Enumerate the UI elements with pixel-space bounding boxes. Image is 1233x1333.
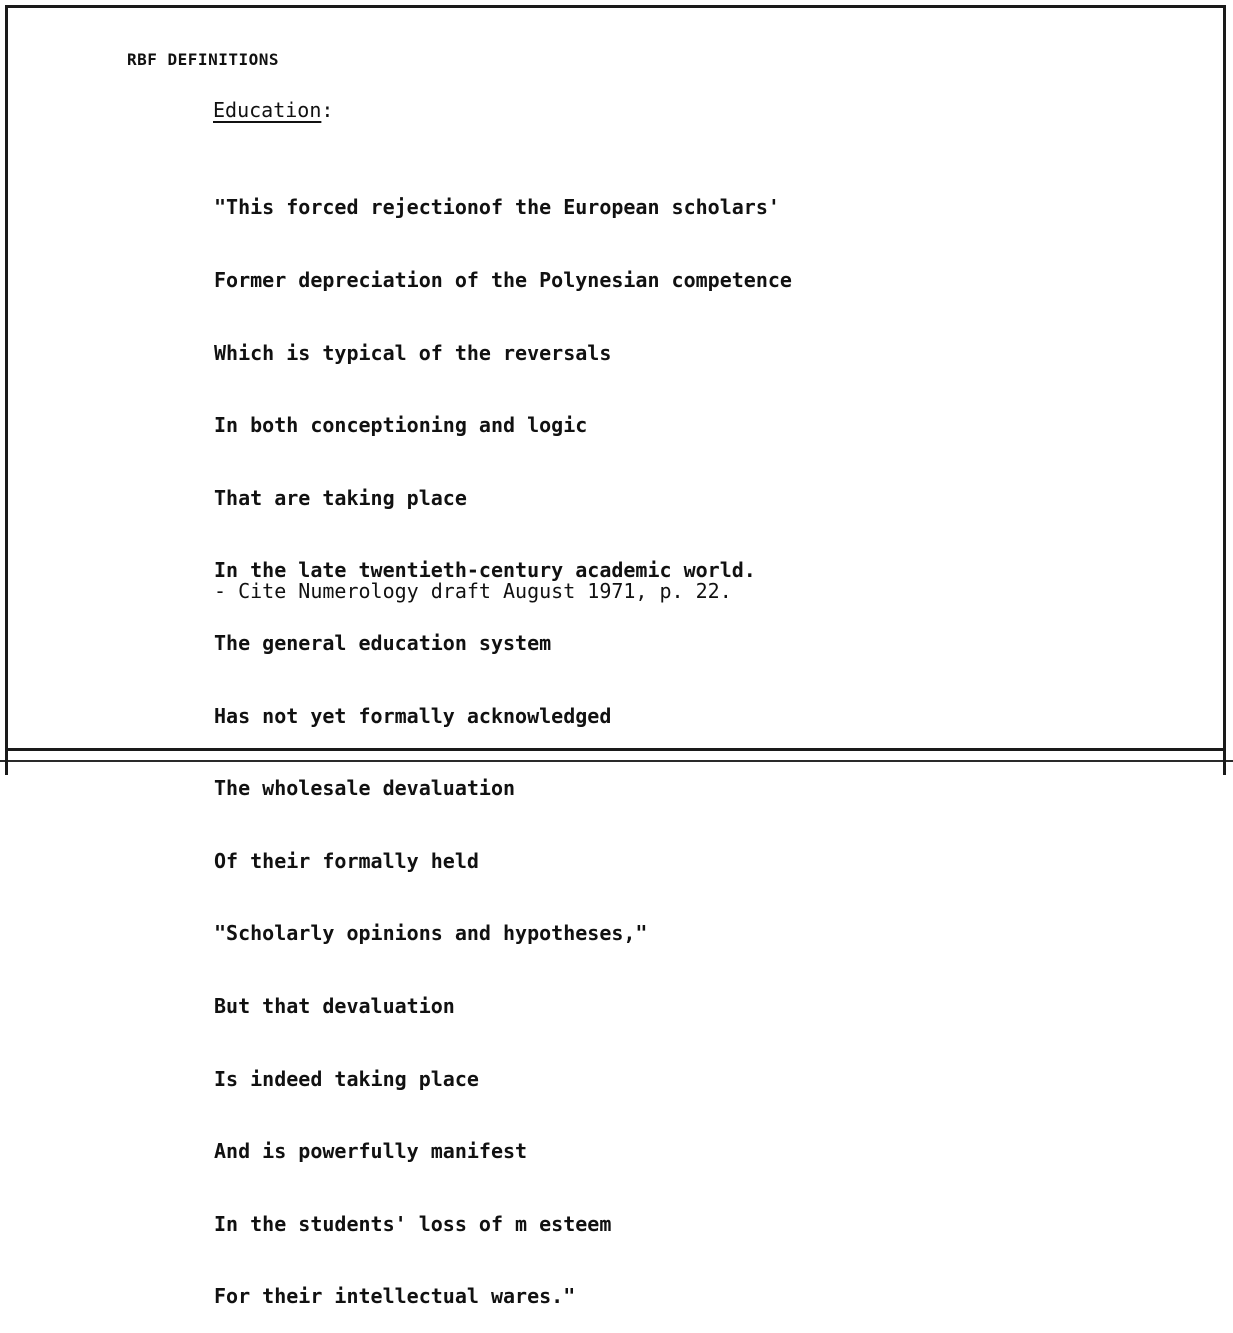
quote-line: For their intellectual wares." [214,1284,576,1309]
quote-line: Which is typical of the reversals [214,340,612,365]
quote-line: Has not yet formally acknowledged [214,703,612,728]
quote-line: And is powerfully manifest [214,1139,528,1164]
section-title-colon: : [321,98,334,122]
quote-line: The general education system [214,630,552,655]
citation: - Cite Numerology draft August 1971, p. 22. [214,579,732,603]
section-title [213,98,333,122]
quote-line: "This forced rejectionof the European scholars' [214,195,780,220]
quote-text [214,147,792,1333]
page-heading: RBF DEFINITIONS [127,50,279,69]
quote-line: Of their formally held [214,848,479,873]
section-title-text: Education [213,98,322,122]
quote-line: In both conceptioning and logic [214,413,588,438]
left-border-stub [5,748,8,775]
quote-line: Is indeed taking place [214,1066,479,1091]
right-border-stub [1223,748,1226,775]
quote-line: Former depreciation of the Polynesian competence [214,268,792,292]
quote-line: But that devaluation [214,993,455,1018]
quote-line: That are taking place [214,485,467,510]
quote-line: "Scholarly opinions and hypotheses," [214,921,648,946]
quote-line: The wholesale devaluation [214,776,516,801]
quote-line: In the late twentieth-century academic world. [214,558,756,583]
quote-line: In the students' loss of m esteem [214,1211,612,1236]
